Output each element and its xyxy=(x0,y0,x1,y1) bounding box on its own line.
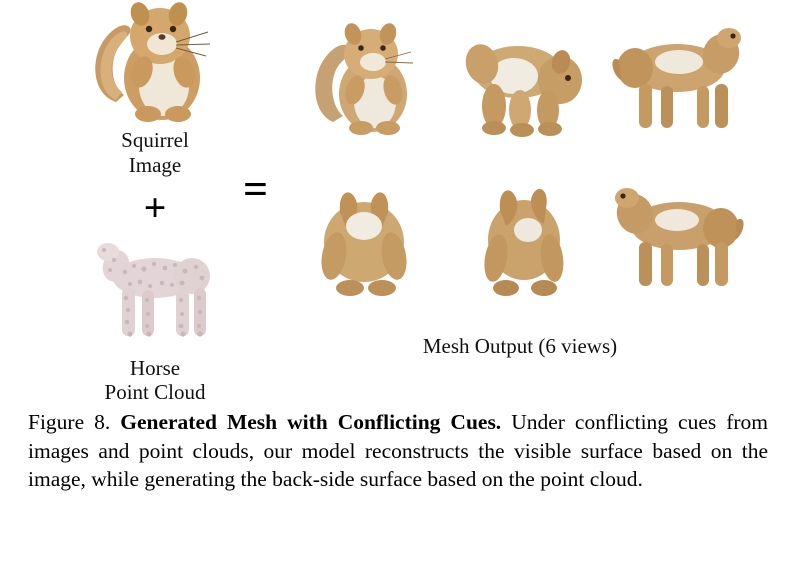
plus-symbol: + xyxy=(143,184,167,230)
mesh-view-4 xyxy=(290,165,435,315)
caption-title: Generated Mesh with Conflicting Cues. xyxy=(120,410,502,434)
squirrel-caption-line2: Image xyxy=(128,152,182,177)
caption-body: Under conflicting cues from images and point clouds, our model reconstructs the visible surface based on the image, while generating the back-side surface based on the point cloud. xyxy=(28,410,769,492)
squirrel-image-caption xyxy=(60,128,250,178)
mesh-row-top xyxy=(290,0,750,160)
mesh-back-three-quarter-illustration xyxy=(448,170,593,310)
input-column xyxy=(60,4,250,405)
squirrel-caption-line1: Squirrel xyxy=(121,128,189,152)
mesh-horse-side-illustration xyxy=(605,10,750,150)
mesh-output-grid xyxy=(290,0,750,359)
mesh-view-2 xyxy=(448,5,593,155)
mesh-squirrel-front-illustration xyxy=(293,10,433,150)
mesh-view-3 xyxy=(605,5,750,155)
mesh-view-6 xyxy=(605,165,750,315)
mesh-output-caption: Mesh Output (6 views) xyxy=(422,334,618,358)
horse-pointcloud-illustration xyxy=(70,236,240,348)
mesh-horse-opposite-side-illustration xyxy=(605,170,750,310)
equals-symbol: = xyxy=(243,165,269,214)
mesh-view-1 xyxy=(290,5,435,155)
figure-caption xyxy=(28,408,768,494)
pointcloud-caption-line1: Horse xyxy=(129,355,181,380)
squirrel-image xyxy=(60,4,250,124)
pointcloud-caption-line2: Point Cloud xyxy=(104,380,206,405)
mesh-row-bottom xyxy=(290,160,750,320)
squirrel-plush-illustration xyxy=(80,2,230,124)
horse-point-cloud xyxy=(60,232,250,352)
mesh-back-view-illustration xyxy=(290,170,435,310)
caption-figure-number: Figure 8. xyxy=(28,410,111,434)
mesh-view-5 xyxy=(448,165,593,315)
mesh-squirrel-three-quarter-illustration xyxy=(448,10,593,150)
point-cloud-caption xyxy=(60,356,250,406)
